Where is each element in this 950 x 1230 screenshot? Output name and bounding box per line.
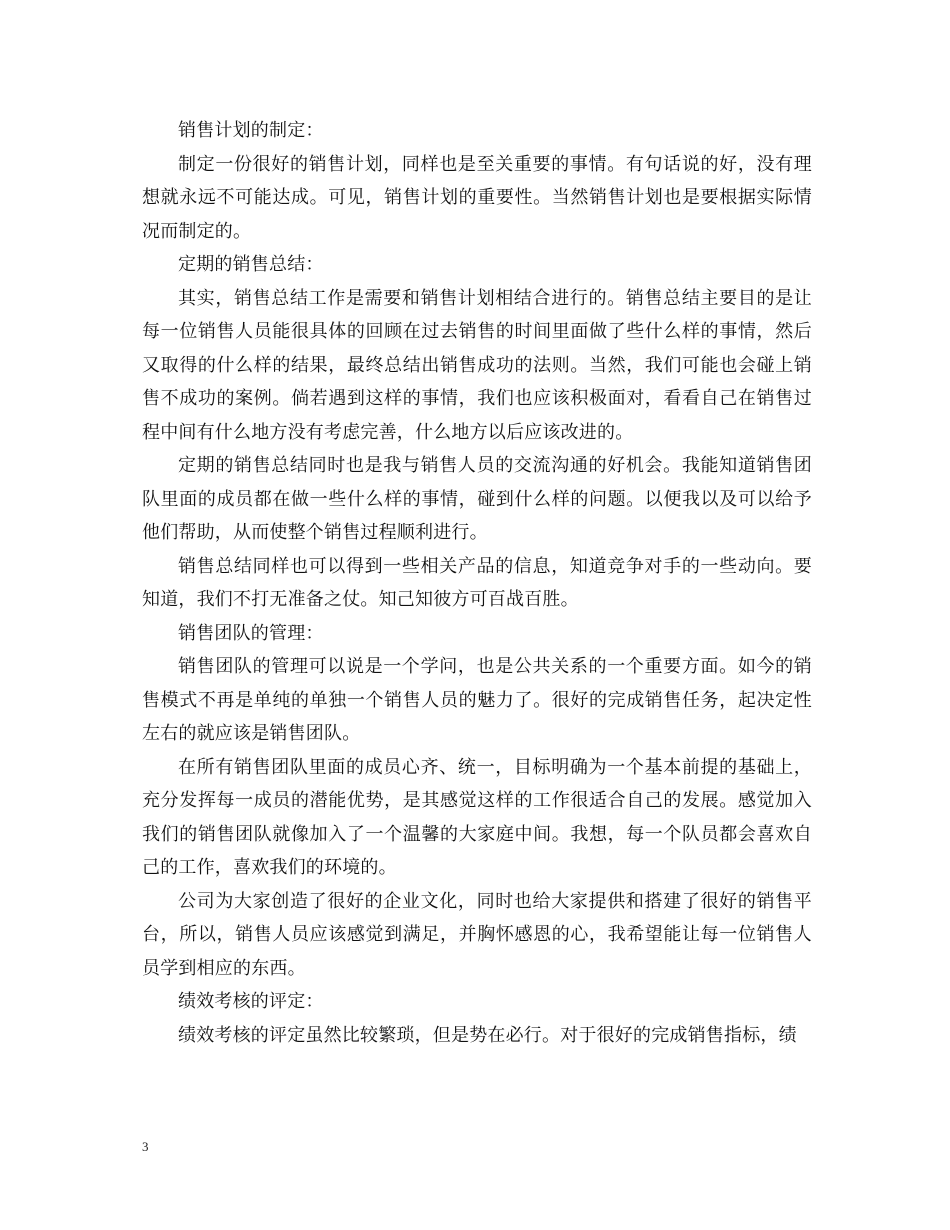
paragraph-sales-plan: 制定一份很好的销售计划，同样也是至关重要的事情。有句话说的好，没有理想就永远不可能达成。可见，销售计划的重要性。当然销售计划也是要根据实际情况而制定的。 xyxy=(142,153,812,242)
document-body xyxy=(142,114,812,1052)
paragraph-performance-review: 绩效考核的评定虽然比较繁琐，但是势在必行。对于很好的完成销售指标，绩 xyxy=(178,1024,797,1046)
paragraph-team-management-1: 销售团队的管理可以说是一个学问，也是公共关系的一个重要方面。如今的销售模式不再是单纯的单独一个销售人员的魅力了。很好的完成销售任务，起决定性左右的就应该是销售团队。 xyxy=(142,656,812,744)
paragraph-sales-summary-1: 其实，销售总结工作是需要和销售计划相结合进行的。销售总结主要目的是让每一位销售人员能很具体的回顾在过去销售的时间里面做了些什么样的事情，然后又取得的什么样的结果，最终总结出销售成功的法则。当然，我们可能也会碰上销售不成功的案例。倘若遇到这样的事情，我们也应该积极面对，看看自己在销售过程中间有什么地方没有考虑完善，什么地方以后应该改进的。 xyxy=(142,287,812,443)
section-heading-team-management: 销售团队的管理： xyxy=(178,622,324,644)
paragraph-sales-summary-3: 销售总结同样也可以得到一些相关产品的信息，知道竞争对手的一些动向。要知道，我们不打无准备之仗。知己知彼方可百战百胜。 xyxy=(142,555,812,610)
paragraph-sales-summary-2: 定期的销售总结同时也是我与销售人员的交流沟通的好机会。我能知道销售团队里面的成员都在做一些什么样的事情，碰到什么样的问题。以便我以及可以给予他们帮助，从而使整个销售过程顺利进行。 xyxy=(142,455,812,543)
page-number: 3 xyxy=(142,1139,149,1154)
paragraph-team-management-3: 公司为大家创造了很好的企业文化，同时也给大家提供和搭建了很好的销售平台，所以，销售人员应该感觉到满足，并胸怀感恩的心，我希望能让每一位销售人员学到相应的东西。 xyxy=(142,890,812,979)
section-heading-sales-plan: 销售计划的制定： xyxy=(178,120,324,141)
section-heading-performance-review: 绩效考核的评定： xyxy=(178,991,324,1012)
section-heading-sales-summary: 定期的销售总结： xyxy=(178,254,324,275)
paragraph-team-management-2: 在所有销售团队里面的成员心齐、统一，目标明确为一个基本前提的基础上，充分发挥每一成员的潜能优势，是其感觉这样的工作很适合自己的发展。感觉加入我们的销售团队就像加入了一个温馨的大家庭中间。我想，每一个队员都会喜欢自己的工作，喜欢我们的环境的。 xyxy=(142,756,812,878)
